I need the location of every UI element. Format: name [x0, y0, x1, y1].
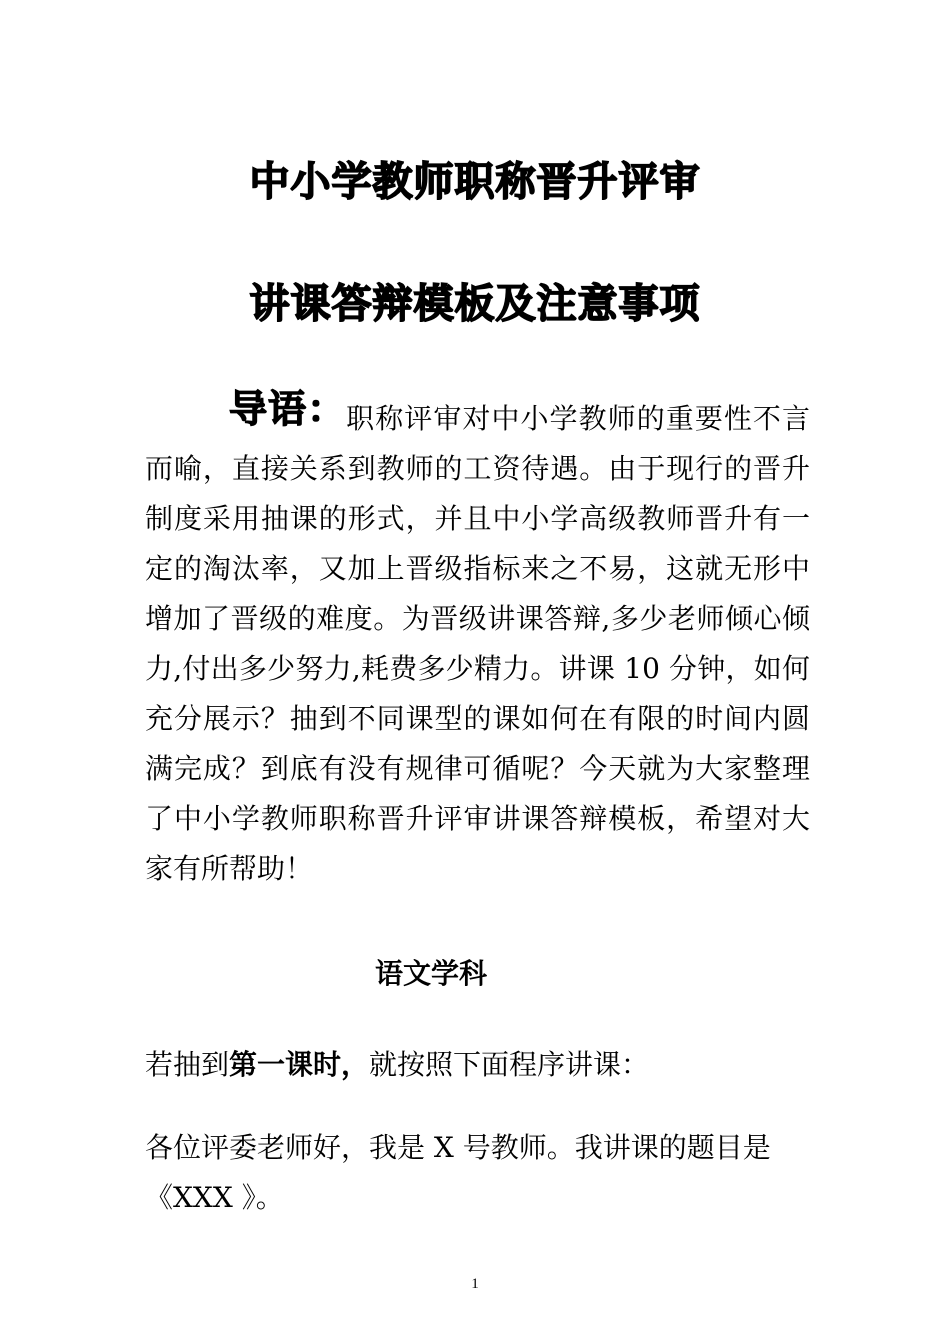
instruction-line: [145, 1043, 825, 1083]
intro-paragraph: [145, 387, 810, 894]
document-title-line-2: 讲课答辩模板及注意事项: [249, 281, 701, 327]
document-title-line-1: 中小学教师职称晋升评审: [249, 159, 701, 205]
intro-text: 职称评审对中小学教师的重要性不言而喻，直接关系到教师的工资待遇。由于现行的晋升制度采用抽课的形式，并且中小学高级教师晋升有一定的淘汰率，又加上晋级指标来之不易，这就无形中增加了晋级的难度。为晋级讲课答辩,多少老师倾心倾力,付出多少努力,耗费多少精力。讲课 10 分钟，如何充分展示？抽到不同课型的课如何在有限的时间内圆满完成？到底有没有规律可循呢？今天就为大家整理了中小学教师职称晋升评审讲课答辩模板，希望对大家有所帮助！: [145, 402, 810, 885]
page-number: 1: [471, 1276, 479, 1292]
instruction-bold: 第一课时，: [229, 1049, 370, 1080]
opening-paragraph: 各位评委老师好，我是 X 号教师。我讲课的题目是《XXX 》。: [145, 1131, 771, 1214]
intro-lead: 导语：: [229, 387, 347, 431]
instruction-after: 就按照下面程序讲课：: [369, 1049, 650, 1080]
subject-heading: 语文学科: [374, 958, 487, 989]
instruction-before: 若抽到: [145, 1049, 230, 1080]
